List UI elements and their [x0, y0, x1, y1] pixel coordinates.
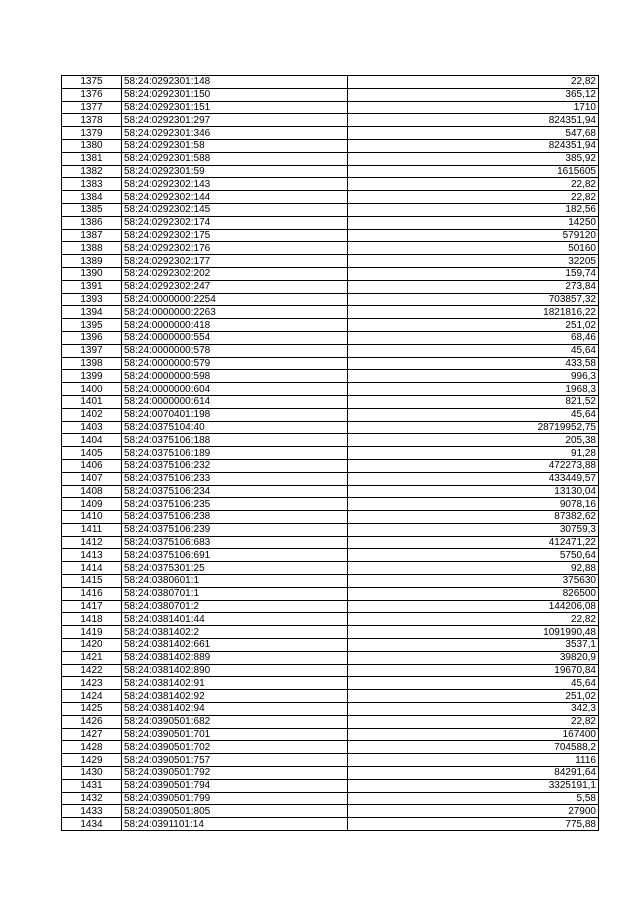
- value-cell: 87382,62: [348, 511, 599, 524]
- value-cell: 22,82: [348, 715, 599, 728]
- cadastral-number-cell: 58:24:0391101:14: [122, 818, 348, 831]
- table-row: [62, 562, 599, 575]
- row-number-cell: 1410: [62, 511, 122, 524]
- table-row: [62, 715, 599, 728]
- value-cell: 19670,84: [348, 664, 599, 677]
- value-cell: 273,84: [348, 280, 599, 293]
- row-number-cell: 1428: [62, 741, 122, 754]
- table-row: [62, 370, 599, 383]
- table-row: [62, 152, 599, 165]
- row-number-cell: 1406: [62, 459, 122, 472]
- value-cell: 3325191,1: [348, 779, 599, 792]
- row-number-cell: 1377: [62, 101, 122, 114]
- value-cell: 45,64: [348, 408, 599, 421]
- row-number-cell: 1395: [62, 319, 122, 332]
- value-cell: 92,88: [348, 562, 599, 575]
- row-number-cell: 1383: [62, 178, 122, 191]
- value-cell: 9078,16: [348, 498, 599, 511]
- value-cell: 1968,3: [348, 383, 599, 396]
- value-cell: 22,82: [348, 178, 599, 191]
- value-cell: 472273,88: [348, 459, 599, 472]
- cadastral-number-cell: 58:24:0292302:144: [122, 191, 348, 204]
- cadastral-number-cell: 58:24:0000000:2263: [122, 306, 348, 319]
- cadastral-number-cell: 58:24:0292301:148: [122, 76, 348, 89]
- table-row: [62, 229, 599, 242]
- table-row: [62, 165, 599, 178]
- row-number-cell: 1421: [62, 651, 122, 664]
- row-number-cell: 1376: [62, 88, 122, 101]
- row-number-cell: 1403: [62, 421, 122, 434]
- cadastral-number-cell: 58:24:0375106:232: [122, 459, 348, 472]
- cadastral-number-cell: 58:24:0000000:579: [122, 357, 348, 370]
- row-number-cell: 1401: [62, 395, 122, 408]
- cadastral-number-cell: 58:24:0390501:792: [122, 767, 348, 780]
- cadastral-number-cell: 58:24:0375106:188: [122, 434, 348, 447]
- value-cell: 68,46: [348, 331, 599, 344]
- value-cell: 251,02: [348, 319, 599, 332]
- row-number-cell: 1387: [62, 229, 122, 242]
- cadastral-number-cell: 58:24:0390501:794: [122, 779, 348, 792]
- cadastral-number-cell: 58:24:0390501:757: [122, 754, 348, 767]
- row-number-cell: 1432: [62, 792, 122, 805]
- value-cell: 826500: [348, 587, 599, 600]
- cadastral-number-cell: 58:24:0380701:1: [122, 587, 348, 600]
- table-row: [62, 779, 599, 792]
- cadastral-number-cell: 58:24:0381402:94: [122, 703, 348, 716]
- row-number-cell: 1416: [62, 587, 122, 600]
- cadastral-number-cell: 58:24:0000000:578: [122, 344, 348, 357]
- row-number-cell: 1419: [62, 626, 122, 639]
- value-cell: 22,82: [348, 76, 599, 89]
- cadastral-number-cell: 58:24:0390501:702: [122, 741, 348, 754]
- row-number-cell: 1430: [62, 767, 122, 780]
- table-row: [62, 639, 599, 652]
- row-number-cell: 1382: [62, 165, 122, 178]
- value-cell: 704588,2: [348, 741, 599, 754]
- cadastral-number-cell: 58:24:0390501:682: [122, 715, 348, 728]
- row-number-cell: 1418: [62, 613, 122, 626]
- row-number-cell: 1414: [62, 562, 122, 575]
- cadastral-number-cell: 58:24:0000000:614: [122, 395, 348, 408]
- table-row: [62, 587, 599, 600]
- row-number-cell: 1422: [62, 664, 122, 677]
- cadastral-number-cell: 58:24:0000000:418: [122, 319, 348, 332]
- table-row: [62, 472, 599, 485]
- value-cell: 433449,57: [348, 472, 599, 485]
- row-number-cell: 1388: [62, 242, 122, 255]
- table-row: [62, 664, 599, 677]
- value-cell: 5,58: [348, 792, 599, 805]
- table-row: [62, 101, 599, 114]
- table-row: [62, 805, 599, 818]
- value-cell: 775,88: [348, 818, 599, 831]
- table-row: [62, 447, 599, 460]
- table-row: [62, 600, 599, 613]
- table-row: [62, 703, 599, 716]
- cadastral-number-cell: 58:24:0381402:889: [122, 651, 348, 664]
- row-number-cell: 1427: [62, 728, 122, 741]
- cadastral-number-cell: 58:24:0375106:234: [122, 485, 348, 498]
- table-row: [62, 485, 599, 498]
- row-number-cell: 1425: [62, 703, 122, 716]
- table-row: [62, 677, 599, 690]
- table-row: [62, 395, 599, 408]
- value-cell: 13130,04: [348, 485, 599, 498]
- row-number-cell: 1386: [62, 216, 122, 229]
- cadastral-number-cell: 58:24:0292302:145: [122, 203, 348, 216]
- row-number-cell: 1434: [62, 818, 122, 831]
- row-number-cell: 1404: [62, 434, 122, 447]
- value-cell: 22,82: [348, 613, 599, 626]
- value-cell: 30759,3: [348, 523, 599, 536]
- cadastral-number-cell: 58:24:0070401:198: [122, 408, 348, 421]
- value-cell: 1710: [348, 101, 599, 114]
- row-number-cell: 1423: [62, 677, 122, 690]
- cadastral-number-cell: 58:24:0292302:175: [122, 229, 348, 242]
- value-cell: 45,64: [348, 344, 599, 357]
- value-cell: 342,3: [348, 703, 599, 716]
- table-row: [62, 242, 599, 255]
- table-row: [62, 203, 599, 216]
- cadastral-number-cell: 58:24:0375106:683: [122, 536, 348, 549]
- value-cell: 182,56: [348, 203, 599, 216]
- table-row: [62, 178, 599, 191]
- value-cell: 1821816,22: [348, 306, 599, 319]
- cadastral-number-cell: 58:24:0292301:58: [122, 139, 348, 152]
- table-row: [62, 383, 599, 396]
- row-number-cell: 1405: [62, 447, 122, 460]
- cadastral-number-cell: 58:24:0292302:202: [122, 267, 348, 280]
- value-cell: 84291,64: [348, 767, 599, 780]
- row-number-cell: 1412: [62, 536, 122, 549]
- row-number-cell: 1378: [62, 114, 122, 127]
- table-row: [62, 421, 599, 434]
- value-cell: 1116: [348, 754, 599, 767]
- value-cell: 22,82: [348, 191, 599, 204]
- value-cell: 205,38: [348, 434, 599, 447]
- cadastral-number-cell: 58:24:0381402:661: [122, 639, 348, 652]
- row-number-cell: 1381: [62, 152, 122, 165]
- cadastral-number-cell: 58:24:0375106:189: [122, 447, 348, 460]
- table-row: [62, 651, 599, 664]
- row-number-cell: 1420: [62, 639, 122, 652]
- value-cell: 5750,64: [348, 549, 599, 562]
- row-number-cell: 1411: [62, 523, 122, 536]
- table-row: [62, 434, 599, 447]
- row-number-cell: 1399: [62, 370, 122, 383]
- row-number-cell: 1385: [62, 203, 122, 216]
- row-number-cell: 1379: [62, 127, 122, 140]
- value-cell: 28719952,75: [348, 421, 599, 434]
- row-number-cell: 1407: [62, 472, 122, 485]
- table-row: [62, 357, 599, 370]
- value-cell: 91,28: [348, 447, 599, 460]
- row-number-cell: 1398: [62, 357, 122, 370]
- value-cell: 3537,1: [348, 639, 599, 652]
- cadastral-number-cell: 58:24:0292301:297: [122, 114, 348, 127]
- table-row: [62, 408, 599, 421]
- table-row: [62, 523, 599, 536]
- table-row: [62, 613, 599, 626]
- row-number-cell: 1415: [62, 575, 122, 588]
- table-row: [62, 767, 599, 780]
- cadastral-number-cell: 58:24:0375106:691: [122, 549, 348, 562]
- cadastral-number-cell: 58:24:0292302:247: [122, 280, 348, 293]
- value-cell: 821,52: [348, 395, 599, 408]
- cadastral-number-cell: 58:24:0375106:238: [122, 511, 348, 524]
- table-row: [62, 626, 599, 639]
- value-cell: 365,12: [348, 88, 599, 101]
- cadastral-number-cell: 58:24:0381401:44: [122, 613, 348, 626]
- row-number-cell: 1384: [62, 191, 122, 204]
- value-cell: 1615605: [348, 165, 599, 178]
- cadastral-number-cell: 58:24:0292301:588: [122, 152, 348, 165]
- table-row: [62, 741, 599, 754]
- cadastral-number-cell: 58:24:0390501:799: [122, 792, 348, 805]
- table-row: [62, 293, 599, 306]
- table-row: [62, 216, 599, 229]
- table-row: [62, 549, 599, 562]
- table-row: [62, 127, 599, 140]
- cadastral-number-cell: 58:24:0000000:604: [122, 383, 348, 396]
- row-number-cell: 1393: [62, 293, 122, 306]
- row-number-cell: 1391: [62, 280, 122, 293]
- value-cell: 579120: [348, 229, 599, 242]
- table-row: [62, 76, 599, 89]
- cadastral-number-cell: 58:24:0292301:346: [122, 127, 348, 140]
- row-number-cell: 1375: [62, 76, 122, 89]
- cadastral-number-cell: 58:24:0292302:143: [122, 178, 348, 191]
- value-cell: 547,68: [348, 127, 599, 140]
- row-number-cell: 1389: [62, 255, 122, 268]
- cadastral-number-cell: 58:24:0381402:890: [122, 664, 348, 677]
- cadastral-number-cell: 58:24:0380701:2: [122, 600, 348, 613]
- cadastral-number-cell: 58:24:0390501:701: [122, 728, 348, 741]
- value-cell: 385,92: [348, 152, 599, 165]
- value-cell: 167400: [348, 728, 599, 741]
- table-row: [62, 498, 599, 511]
- table-row: [62, 306, 599, 319]
- value-cell: 412471,22: [348, 536, 599, 549]
- cadastral-number-cell: 58:24:0292302:176: [122, 242, 348, 255]
- table-row: [62, 139, 599, 152]
- table-row: [62, 575, 599, 588]
- value-cell: 1091990,48: [348, 626, 599, 639]
- row-number-cell: 1396: [62, 331, 122, 344]
- row-number-cell: 1390: [62, 267, 122, 280]
- cadastral-number-cell: 58:24:0375106:235: [122, 498, 348, 511]
- row-number-cell: 1426: [62, 715, 122, 728]
- table-row: [62, 88, 599, 101]
- value-cell: 39820,9: [348, 651, 599, 664]
- value-cell: 14250: [348, 216, 599, 229]
- cadastral-number-cell: 58:24:0381402:2: [122, 626, 348, 639]
- cadastral-number-cell: 58:24:0292302:177: [122, 255, 348, 268]
- row-number-cell: 1417: [62, 600, 122, 613]
- cadastral-number-cell: 58:24:0292301:59: [122, 165, 348, 178]
- cadastral-number-cell: 58:24:0390501:805: [122, 805, 348, 818]
- table-body: [62, 76, 599, 831]
- table-row: [62, 255, 599, 268]
- cadastral-number-cell: 58:24:0292301:150: [122, 88, 348, 101]
- value-cell: 824351,94: [348, 114, 599, 127]
- value-cell: 251,02: [348, 690, 599, 703]
- value-cell: 375630: [348, 575, 599, 588]
- table-row: [62, 754, 599, 767]
- cadastral-number-cell: 58:24:0000000:2254: [122, 293, 348, 306]
- value-cell: 50160: [348, 242, 599, 255]
- data-table: [61, 75, 599, 831]
- table-row: [62, 280, 599, 293]
- value-cell: 824351,94: [348, 139, 599, 152]
- cadastral-number-cell: 58:24:0292302:174: [122, 216, 348, 229]
- value-cell: 45,64: [348, 677, 599, 690]
- row-number-cell: 1380: [62, 139, 122, 152]
- value-cell: 144206,08: [348, 600, 599, 613]
- value-cell: 32205: [348, 255, 599, 268]
- cadastral-number-cell: 58:24:0375106:233: [122, 472, 348, 485]
- table-row: [62, 536, 599, 549]
- row-number-cell: 1409: [62, 498, 122, 511]
- table-row: [62, 459, 599, 472]
- value-cell: 433,58: [348, 357, 599, 370]
- cadastral-number-cell: 58:24:0292301:151: [122, 101, 348, 114]
- row-number-cell: 1408: [62, 485, 122, 498]
- value-cell: 159,74: [348, 267, 599, 280]
- row-number-cell: 1431: [62, 779, 122, 792]
- table-row: [62, 344, 599, 357]
- table-row: [62, 267, 599, 280]
- value-cell: 996,3: [348, 370, 599, 383]
- cadastral-number-cell: 58:24:0375104:40: [122, 421, 348, 434]
- cadastral-number-cell: 58:24:0381402:91: [122, 677, 348, 690]
- row-number-cell: 1433: [62, 805, 122, 818]
- table-row: [62, 319, 599, 332]
- table-row: [62, 818, 599, 831]
- table-row: [62, 191, 599, 204]
- row-number-cell: 1394: [62, 306, 122, 319]
- cadastral-number-cell: 58:24:0381402:92: [122, 690, 348, 703]
- value-cell: 703857,32: [348, 293, 599, 306]
- row-number-cell: 1413: [62, 549, 122, 562]
- table-row: [62, 114, 599, 127]
- table-row: [62, 690, 599, 703]
- table-row: [62, 331, 599, 344]
- cadastral-number-cell: 58:24:0375301:25: [122, 562, 348, 575]
- value-cell: 27900: [348, 805, 599, 818]
- cadastral-number-cell: 58:24:0380601:1: [122, 575, 348, 588]
- table-row: [62, 728, 599, 741]
- cadastral-number-cell: 58:24:0000000:598: [122, 370, 348, 383]
- row-number-cell: 1424: [62, 690, 122, 703]
- cadastral-number-cell: 58:24:0375106:239: [122, 523, 348, 536]
- table-row: [62, 511, 599, 524]
- table-row: [62, 792, 599, 805]
- row-number-cell: 1400: [62, 383, 122, 396]
- cadastral-number-cell: 58:24:0000000:554: [122, 331, 348, 344]
- row-number-cell: 1402: [62, 408, 122, 421]
- row-number-cell: 1429: [62, 754, 122, 767]
- row-number-cell: 1397: [62, 344, 122, 357]
